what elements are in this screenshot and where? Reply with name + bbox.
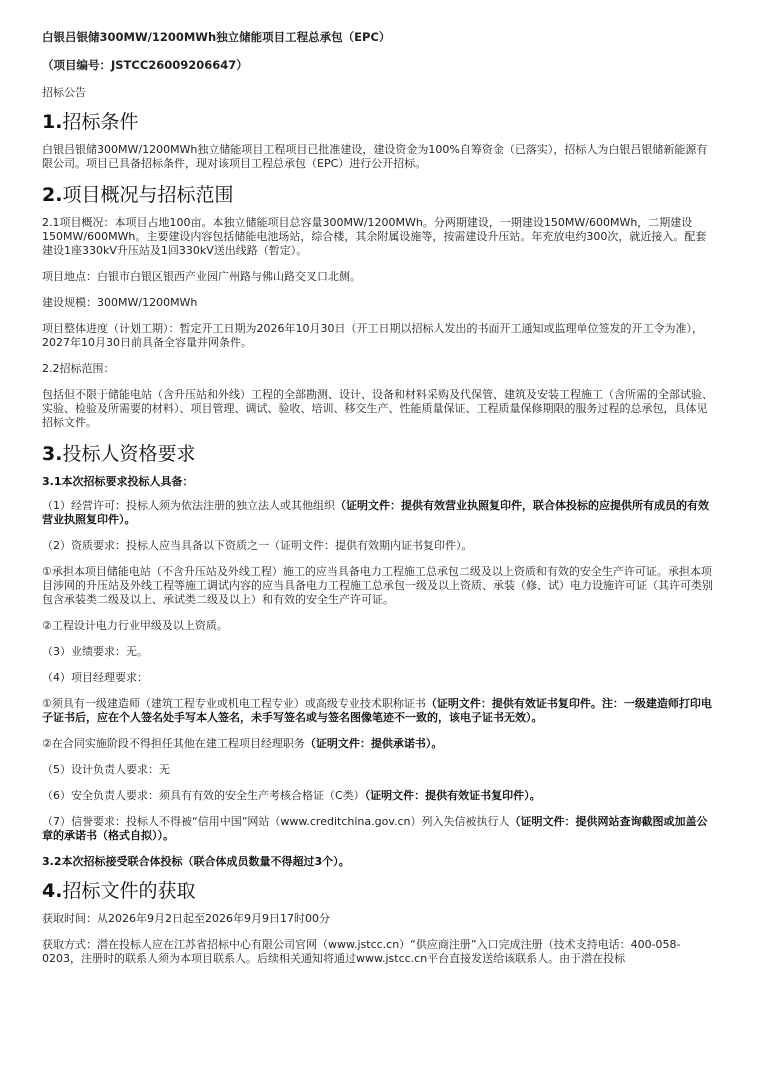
requirement-proof: （证明文件：提供有效证书复印件。注：一级建造师打印电子证书后，应在个人签名处手写本人签名，未手写签名或与签名图像笔迹不一致的，该电子证书无效）。 bbox=[42, 697, 712, 724]
requirement-item bbox=[42, 789, 716, 803]
section-number: 3. bbox=[42, 443, 63, 465]
paragraph: 建设规模：300MW/1200MWh bbox=[42, 296, 198, 309]
requirement-item bbox=[42, 697, 716, 725]
requirement-item: ②工程设计电力行业甲级及以上资质。 bbox=[42, 619, 228, 632]
requirement-item: （5）设计负责人要求：无 bbox=[42, 763, 170, 776]
requirement-proof: （证明文件：提供承诺书）。 bbox=[304, 737, 443, 750]
section-number: 4. bbox=[42, 880, 63, 902]
requirement-text: （7）信誉要求：投标人不得被“信用中国”网站（www.creditchina.gov.cn）列入失信被执行人 bbox=[42, 815, 510, 828]
paragraph: 包括但不限于储能电站（含升压站和外线）工程的全部勘测、设计、设备和材料采购及代保管、建筑及安装工程施工（含所需的全部试验、实验、检验及所需要的材料）、项目管理、调试、验收、培训、移交生产、性能质量保证、工程质量保修期限的服务过程的总承包，具体见招标文件。 bbox=[42, 388, 713, 429]
paragraph: 项目整体进度（计划工期）：暂定开工日期为2026年10月30日（开工日期以招标人发出的书面开工通知或监理单位签发的开工令为准），2027年10月30日前具备全容量并网条件。 bbox=[42, 322, 703, 349]
requirement-proof: （证明文件：提供有效证书复印件）。 bbox=[364, 789, 541, 802]
subsection-heading: 3.1本次招标要求投标人具备： bbox=[42, 475, 194, 488]
section-tender-documents bbox=[42, 879, 716, 966]
section-number: 2. bbox=[42, 184, 63, 206]
requirement-item bbox=[42, 499, 716, 527]
section-heading bbox=[42, 442, 716, 466]
section-heading bbox=[42, 110, 716, 134]
requirement-text: ①须具有一级建造师（建筑工程专业或机电工程专业）或高级专业技术职称证书 bbox=[42, 697, 426, 710]
notice-label: 招标公告 bbox=[42, 86, 86, 99]
requirement-item bbox=[42, 737, 716, 751]
paragraph: 获取时间：从2026年9月2日起至2026年9月9日17时00分 bbox=[42, 912, 330, 925]
section-title: 项目概况与招标范围 bbox=[62, 184, 234, 206]
section-title: 招标文件的获取 bbox=[62, 880, 196, 902]
requirement-item: （2）资质要求：投标人应当具备以下资质之一（证明文件：提供有效期内证书复印件）。 bbox=[42, 539, 473, 552]
section-number: 1. bbox=[42, 111, 63, 133]
section-heading bbox=[42, 879, 716, 903]
paragraph: 2.1项目概况：本项目占地100亩。本独立储能项目总容量300MW/1200MWh。分两期建设，一期建设150MW/600MWh，二期建设150MW/600MWh。主要建设内容包括储能电池场站，综合楼，其余附属设施等，按需建设升压站。年充放电约300次，就近接入。配套建设1座330kV升压站及1回330kV送出线路（暂定）。 bbox=[42, 216, 707, 257]
section-title: 招标条件 bbox=[62, 111, 139, 133]
project-code: （项目编号：JSTCC26009206647） bbox=[42, 58, 248, 72]
subsection-heading: 3.2本次招标接受联合体投标（联合体成员数量不得超过3个）。 bbox=[42, 855, 350, 868]
section-title: 投标人资格要求 bbox=[62, 443, 196, 465]
section-heading bbox=[42, 183, 716, 207]
section-bidder-qualifications bbox=[42, 442, 716, 869]
requirement-proof: （证明文件：提供有效营业执照复印件，联合体投标的应提供所有成员的有效营业执照复印件）。 bbox=[42, 499, 709, 526]
requirement-text: （1）经营许可：投标人须为依法注册的独立法人或其他组织 bbox=[42, 499, 335, 512]
requirement-proof: （证明文件：提供网站查询截图或加盖公章的承诺书（格式自拟））。 bbox=[42, 815, 708, 842]
requirement-item: （4）项目经理要求： bbox=[42, 671, 148, 684]
requirement-text: ②在合同实施阶段不得担任其他在建工程项目经理职务 bbox=[42, 737, 305, 750]
requirement-text: （6）安全负责人要求：须具有有效的安全生产考核合格证（C类） bbox=[42, 789, 365, 802]
requirement-item bbox=[42, 815, 716, 843]
section-project-overview bbox=[42, 183, 716, 430]
requirement-item: ①承担本项目储能电站（不含升压站及外线工程）施工的应当具备电力工程施工总承包二级及以上资质和有效的安全生产许可证。承担本项目涉网的升压站及外线工程等施工调试内容的应当具备电力工程施工总承包一级及以上资质、承装（修、试）电力设施许可证（其许可类别包含承装类二级及以上、承试类二级及以上）和有效的安全生产许可证。 bbox=[42, 565, 713, 606]
paragraph: 白银吕银储300MW/1200MWh独立储能项目工程项目已批准建设，建设资金为100%自筹资金（已落实），招标人为白银吕银储新能源有限公司。项目已具备招标条件，现对该项目工程总承包（EPC）进行公开招标。 bbox=[42, 143, 708, 170]
document-title: 白银吕银储300MW/1200MWh独立储能项目工程总承包（EPC） bbox=[42, 30, 391, 44]
paragraph: 项目地点：白银市白银区银西产业园广州路与佛山路交叉口北侧。 bbox=[42, 270, 361, 283]
requirement-item: （3）业绩要求：无。 bbox=[42, 645, 148, 658]
section-bidding-conditions bbox=[42, 110, 716, 171]
paragraph: 获取方式：潜在投标人应在江苏省招标中心有限公司官网（www.jstcc.cn）“供应商注册”入口完成注册（技术支持电话：400-058-0203，注册时的联系人须为本项目联系人。后续相关通知将通过www.jstcc.cn平台直接发送给该联系人。由于潜在投标 bbox=[42, 938, 681, 965]
paragraph: 2.2招标范围： bbox=[42, 362, 115, 375]
